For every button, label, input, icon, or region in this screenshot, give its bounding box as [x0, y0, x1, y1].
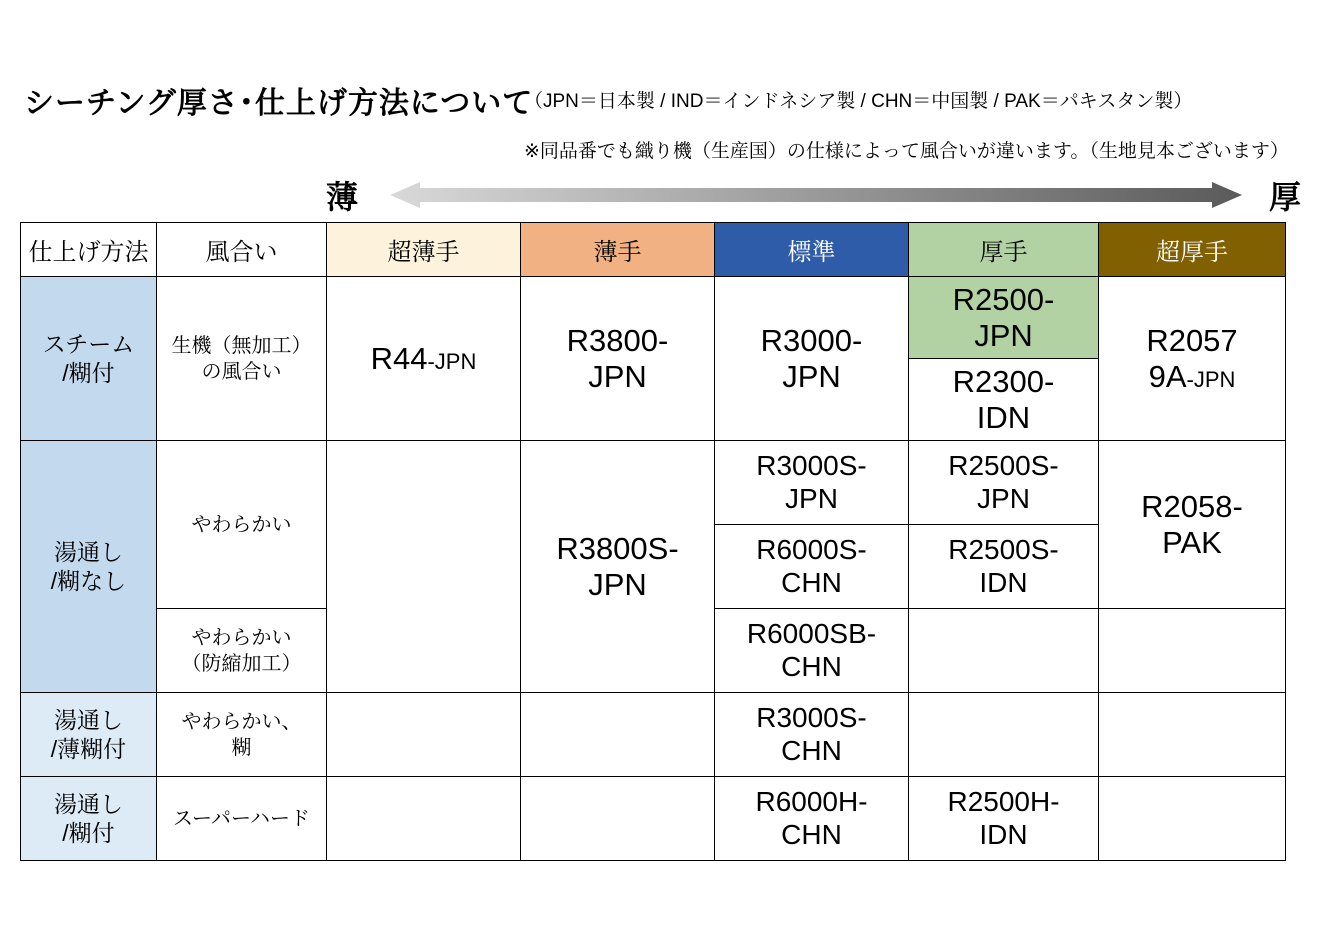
sheeting-table — [20, 222, 1286, 861]
feel-raw-fabric: 生機（無加工） の風合い — [157, 277, 327, 441]
product-r2500s-jpn: R2500S- JPN — [909, 441, 1099, 525]
col-header-method: 仕上げ方法 — [21, 223, 157, 277]
loom-variation-note: ※同品番でも織り機（生産国）の仕様によって風合いが違います。（生地見本ございます） — [524, 141, 1289, 162]
product-r3000-jpn: R3000- JPN — [715, 277, 909, 441]
empty-cell — [909, 693, 1099, 777]
method-hotwater-noglue: 湯通し /糊なし — [21, 441, 157, 693]
product-r20579a-jpn: R2057 9A-JPN — [1099, 277, 1286, 441]
product-r2500-jpn: R2500- JPN — [909, 277, 1099, 359]
product-r2500h-idn: R2500H- IDN — [909, 777, 1099, 861]
product-r3800-jpn: R3800- JPN — [521, 277, 715, 441]
empty-cell — [1099, 693, 1286, 777]
empty-cell — [521, 777, 715, 861]
col-header-standard: 標準 — [715, 223, 909, 277]
table-row — [21, 777, 1286, 861]
product-r2058-pak: R2058- PAK — [1099, 441, 1286, 609]
page-title: シーチング厚さ･仕上げ方法について — [24, 87, 534, 120]
empty-cell — [1099, 609, 1286, 693]
product-r44-jpn: R44-JPN — [327, 277, 521, 441]
product-r2300-idn: R2300- IDN — [909, 359, 1099, 441]
product-r2500s-idn: R2500S- IDN — [909, 525, 1099, 609]
table-row — [21, 277, 1286, 359]
empty-cell — [909, 609, 1099, 693]
method-steam-glued: スチーム /糊付 — [21, 277, 157, 441]
product-r6000h-chn: R6000H- CHN — [715, 777, 909, 861]
arrow-label-thin: 薄 — [326, 179, 359, 215]
col-header-ultra-thin: 超薄手 — [327, 223, 521, 277]
table-row — [21, 693, 1286, 777]
product-r3000s-chn: R3000S- CHN — [715, 693, 909, 777]
empty-cell — [1099, 777, 1286, 861]
empty-cell — [327, 441, 521, 693]
empty-cell — [521, 693, 715, 777]
method-hotwater-lightglue: 湯通し /薄糊付 — [21, 693, 157, 777]
empty-cell — [327, 693, 521, 777]
country-code-note: （JPN＝日本製 / IND＝インドネシア製 / CHN＝中国製 / PAK＝パキスタン製） — [524, 91, 1193, 112]
product-r6000sb-chn: R6000SB- CHN — [715, 609, 909, 693]
table-header-row — [21, 223, 1286, 277]
empty-cell — [327, 777, 521, 861]
feel-soft-antishrink: やわらかい （防縮加工） — [157, 609, 327, 693]
feel-soft: やわらかい — [157, 441, 327, 609]
product-r3800s-jpn: R3800S- JPN — [521, 441, 715, 693]
col-header-feel: 風合い — [157, 223, 327, 277]
col-header-ultra-thick: 超厚手 — [1099, 223, 1286, 277]
method-hotwater-glued: 湯通し /糊付 — [21, 777, 157, 861]
feel-superhard: スーパーハード — [157, 777, 327, 861]
col-header-thin: 薄手 — [521, 223, 715, 277]
col-header-thick: 厚手 — [909, 223, 1099, 277]
feel-soft-glue: やわらかい、 糊 — [157, 693, 327, 777]
table-row — [21, 441, 1286, 525]
thickness-arrow — [326, 172, 1301, 218]
arrow-label-thick: 厚 — [1268, 179, 1301, 215]
product-r3000s-jpn: R3000S- JPN — [715, 441, 909, 525]
gradient-arrow-icon — [390, 182, 1242, 208]
product-r6000s-chn: R6000S- CHN — [715, 525, 909, 609]
